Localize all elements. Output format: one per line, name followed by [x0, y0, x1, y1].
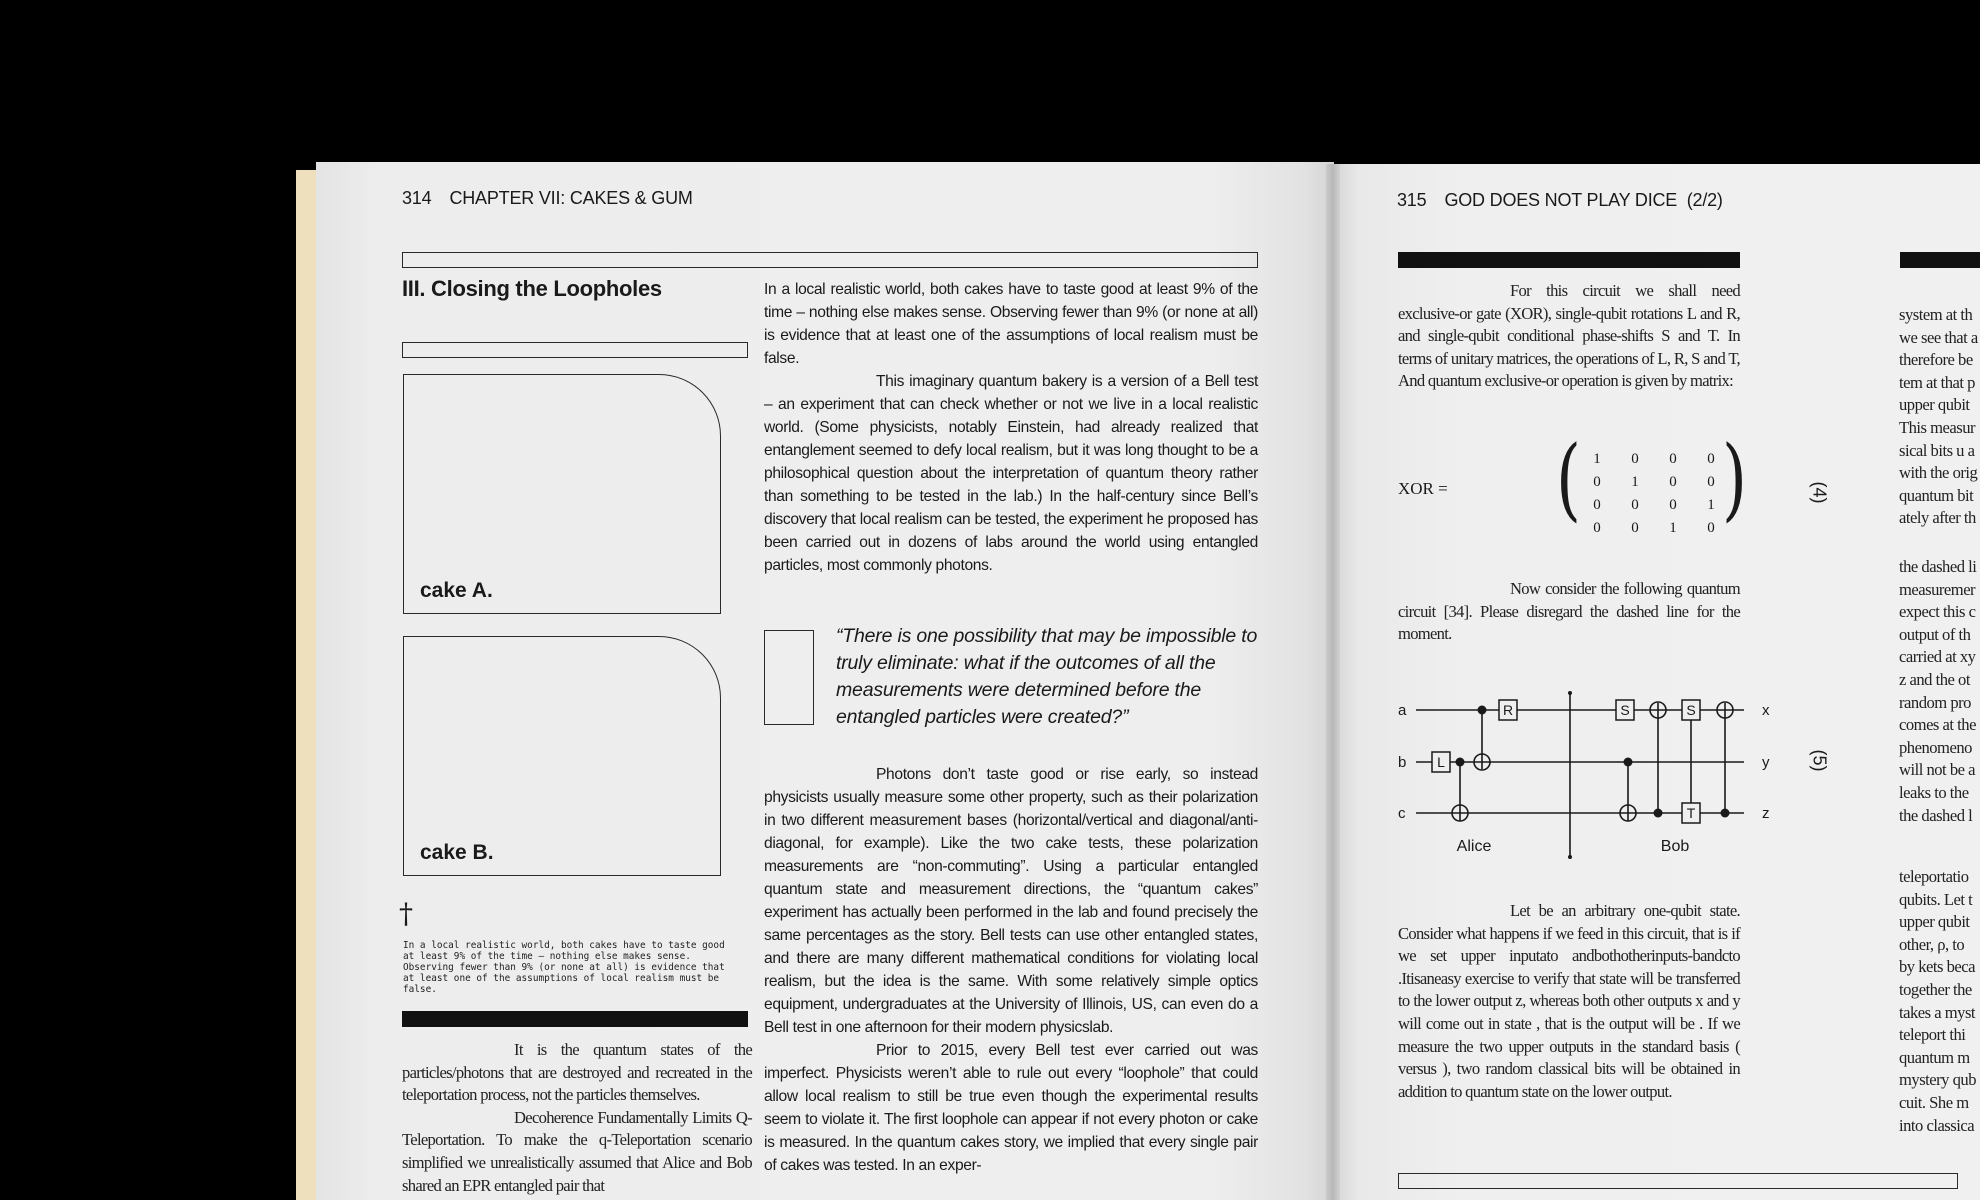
serif-paragraph-2: Decoherence Fundamentally Limits Q-Teleportation. To make the q-Teleportation scenario simplified we unrealistically assumed that Alice and Bob shared an EPR entangled pair that: [402, 1107, 752, 1195]
frag-line: quantum m: [1899, 1047, 1970, 1067]
m33: 0: [1707, 520, 1715, 536]
book-gutter: [1326, 164, 1340, 1200]
right-paragraph-1: For this circuit we shall need exclusive-or gate (XOR), single-qubit rotations L and R, and single-qubit conditional phase-shifts S and T. In terms of unitary matrices, the operations of L, R, S and T, And quantum exclusive-or operation is given by matrix:: [1398, 281, 1740, 391]
output-label-y: y: [1762, 754, 1770, 771]
right-page-number: 315: [1397, 190, 1427, 210]
output-label-z: z: [1762, 805, 1770, 822]
frag-line: tem at that p: [1899, 372, 1975, 392]
equation-number-4: (4): [1809, 481, 1830, 504]
wire-label-b: b: [1398, 754, 1407, 771]
section-title: III. Closing the Loopholes: [402, 276, 662, 301]
frag-line: takes a myst: [1899, 1002, 1976, 1022]
right-page-title: GOD DOES NOT PLAY DICE: [1444, 190, 1678, 210]
right-intro: [1398, 280, 1740, 393]
frag-line: qubits. Let t: [1899, 889, 1973, 909]
left-running-head: [402, 188, 693, 209]
frag-line: sical bits u a: [1899, 440, 1975, 460]
frag-line: random pro: [1899, 692, 1971, 712]
frag-line: comes at the: [1899, 715, 1976, 735]
frag-line: by kets beca: [1899, 957, 1976, 977]
right-running-head: [1397, 190, 1723, 211]
frag-line: mystery qub: [1899, 1070, 1976, 1090]
footnote-rule: [402, 1011, 748, 1027]
main-paragraph-3: Photons don’t taste good or rise early, so instead physicists usually measure some other property, such as their polarization in two different measurement bases (horizontal/vertical and diagonal/anti-diagonal, for example). Like the two cake tests, these polarization measurements are “non-commuting”. Using a particular entangled quantum state and measurement directions, the “quantum cakes” experiment has actually been performed in the lab and found precisely the same percentages as the story. Bell tests can use other entangled states, and there are many different mathematical conditions for violating local realism, but the idea is the same. With some relatively simple optics equipment, undergraduates at the University of Illinois, US, can even do a Bell test in one afternoon for their modern physicslab.: [764, 766, 1258, 1036]
m13: 0: [1707, 474, 1715, 490]
right-circuit-intro: [1398, 578, 1740, 646]
m01: 0: [1631, 451, 1639, 467]
serif-column: [402, 1039, 752, 1197]
alice-control-2: [1456, 758, 1465, 767]
section-rule: [402, 342, 748, 358]
next-column-block-1: [1899, 304, 1978, 530]
serif-paragraph-1: It is the quantum states of the particles/photons that are destroyed and recreated in the teleportation process, not the particles themselves.: [402, 1040, 752, 1105]
chapter-title: CHAPTER VII: CAKES & GUM: [449, 188, 693, 208]
gate-t: T: [1686, 805, 1696, 821]
frag-line: quantum bit: [1899, 485, 1974, 505]
m02: 0: [1669, 451, 1677, 467]
m11: 1: [1631, 474, 1639, 490]
m30: 0: [1593, 520, 1601, 536]
matrix-right-paren: ): [1722, 428, 1747, 532]
main-paragraph-4: Prior to 2015, every Bell test ever carried out was imperfect. Physicists weren’t able to rule out every “loophole” that could allow local realism to still be true even though the experimental results seem to violate it. The first loophole can appear if not every photon or cake is measured. In the quantum cakes story, we implied that every single pair of cakes was tested. In an exper-: [764, 1042, 1258, 1174]
frag-line: the dashed l: [1899, 805, 1973, 825]
frag-line: therefore be: [1899, 350, 1973, 370]
gate-s-1: S: [1620, 702, 1630, 718]
m12: 0: [1669, 474, 1677, 490]
quantum-circuit: [1390, 685, 1790, 865]
pull-quote: “There is one possibility that may be impossible to truly eliminate: what if the outcomes of all the measurements were determined before the entangled particles were created?”: [836, 625, 1258, 728]
gate-l: L: [1437, 754, 1445, 770]
frag-line: together the: [1899, 979, 1972, 999]
cake-a-box: [403, 374, 721, 614]
main-column-bottom: [764, 763, 1258, 1177]
m23: 1: [1707, 497, 1715, 513]
frag-line: other, ρ, to: [1899, 934, 1965, 954]
bob-caption: Bob: [1660, 838, 1690, 855]
cake-b-box: [403, 636, 721, 876]
divider-bottom-dot: [1568, 855, 1572, 859]
gate-r: R: [1502, 702, 1514, 718]
frag-line: measuremer: [1899, 579, 1976, 599]
frag-line: into classica: [1899, 1115, 1975, 1135]
m31: 0: [1631, 520, 1639, 536]
m03: 0: [1707, 451, 1715, 467]
right-bottom-rule: [1398, 1173, 1958, 1189]
frag-line: expect this c: [1899, 602, 1976, 622]
alice-caption: Alice: [1456, 838, 1492, 855]
frag-line: z and the ot: [1899, 669, 1970, 689]
m00: 1: [1593, 451, 1601, 467]
right-header-rule: [1398, 252, 1740, 268]
frag-line: output of th: [1899, 624, 1971, 644]
left-header-rule: [402, 252, 1258, 268]
m22: 0: [1669, 497, 1677, 513]
m20: 0: [1593, 497, 1601, 513]
footnote-text: In a local realistic world, both cakes have to taste good at least 9% of the time – nothing else makes sense. Observing fewer than 9% (or none at all) is evidence that at least one of the assumptions of local realism must be false.: [403, 940, 725, 995]
footnote-dagger: †: [399, 897, 413, 930]
right-lower-text: [1398, 900, 1740, 1103]
alice-control-1: [1478, 706, 1487, 715]
main-column-top: [764, 278, 1258, 577]
frag-line: leaks to the: [1899, 782, 1969, 802]
frag-line: teleport thi: [1899, 1025, 1966, 1045]
frag-line: teleportatio: [1899, 867, 1969, 886]
frag-line: upper qubit: [1899, 912, 1970, 932]
next-column-block-2: [1899, 556, 1976, 827]
frag-line: will not be a: [1899, 760, 1975, 780]
main-paragraph-1: In a local realistic world, both cakes have to taste good at least 9% of the time – nothing else makes sense. Observing fewer than 9% (or none at all) is evidence that at least one of the assumptions of local realism must be false.: [764, 281, 1258, 367]
right-page-part: (2/2): [1686, 190, 1723, 210]
page-edge: [296, 170, 318, 1200]
frag-line: phenomeno: [1899, 737, 1972, 757]
frag-line: This measur: [1899, 417, 1976, 437]
frag-line: we see that a: [1899, 327, 1978, 347]
cake-b-label: cake B.: [420, 841, 494, 864]
left-page-number: 314: [402, 188, 432, 208]
right-paragraph-3: Let be an arbitrary one-qubit state. Consider what happens if we feed in this circuit, that is if we set upper inputato andbothotherinputs-bandcto .Itisaneasy exercise to verify that state will be transferred to the lower output z, whereas both other outputs x and y will come out in state , that is the output will be . If we measure the two upper outputs in the standard basis ( versus ), two random classical bits will be obtained in addition to quantum state on the lower output.: [1398, 901, 1740, 1101]
gate-s-2: S: [1686, 702, 1696, 718]
m21: 0: [1631, 497, 1639, 513]
main-paragraph-2: This imaginary quantum bakery is a version of a Bell test – an experiment that can check whether or not we live in a local realistic world. (Some physicists, notably Einstein, had already realized that entanglement seemed to defy local realism, but it was long thought to be a philosophical question about the interpretation of quantum theory rather than something to be tested in the lab.) In the half-century since Bell’s discovery that local realism can be tested, the experiment he proposed has been carried out in dozens of labs around the world using entangled particles, most commonly photons.: [764, 373, 1258, 574]
bob-control-3: [1721, 809, 1730, 818]
wire-label-c: c: [1398, 805, 1406, 822]
pull-quote-box: [764, 630, 814, 725]
frag-line: upper qubit: [1899, 395, 1970, 415]
frag-line: ately after th: [1899, 508, 1976, 528]
wire-label-a: a: [1398, 702, 1407, 719]
frag-line: carried at xy: [1899, 647, 1976, 667]
frag-line: with the orig: [1899, 463, 1978, 483]
frag-line: cuit. She m: [1899, 1092, 1969, 1112]
divider-top-dot: [1568, 691, 1572, 695]
equation-number-5: (5): [1809, 749, 1830, 772]
bob-control-2: [1654, 809, 1663, 818]
xor-matrix: [1578, 448, 1730, 540]
next-column-block-3: [1899, 866, 1976, 1137]
m10: 0: [1593, 474, 1601, 490]
bob-control-1: [1624, 758, 1633, 767]
right-paragraph-2: Now consider the following quantum circuit [34]. Please disregard the dashed line for the moment.: [1398, 579, 1740, 644]
cake-a-label: cake A.: [420, 579, 493, 602]
frag-line: the dashed li: [1899, 557, 1977, 576]
matrix-left-paren: (: [1556, 428, 1581, 532]
output-label-x: x: [1762, 702, 1770, 719]
frag-line: system at th: [1899, 305, 1973, 324]
matrix-label: XOR =: [1398, 479, 1448, 498]
m32: 1: [1669, 520, 1677, 536]
next-column-rule: [1900, 252, 1980, 268]
